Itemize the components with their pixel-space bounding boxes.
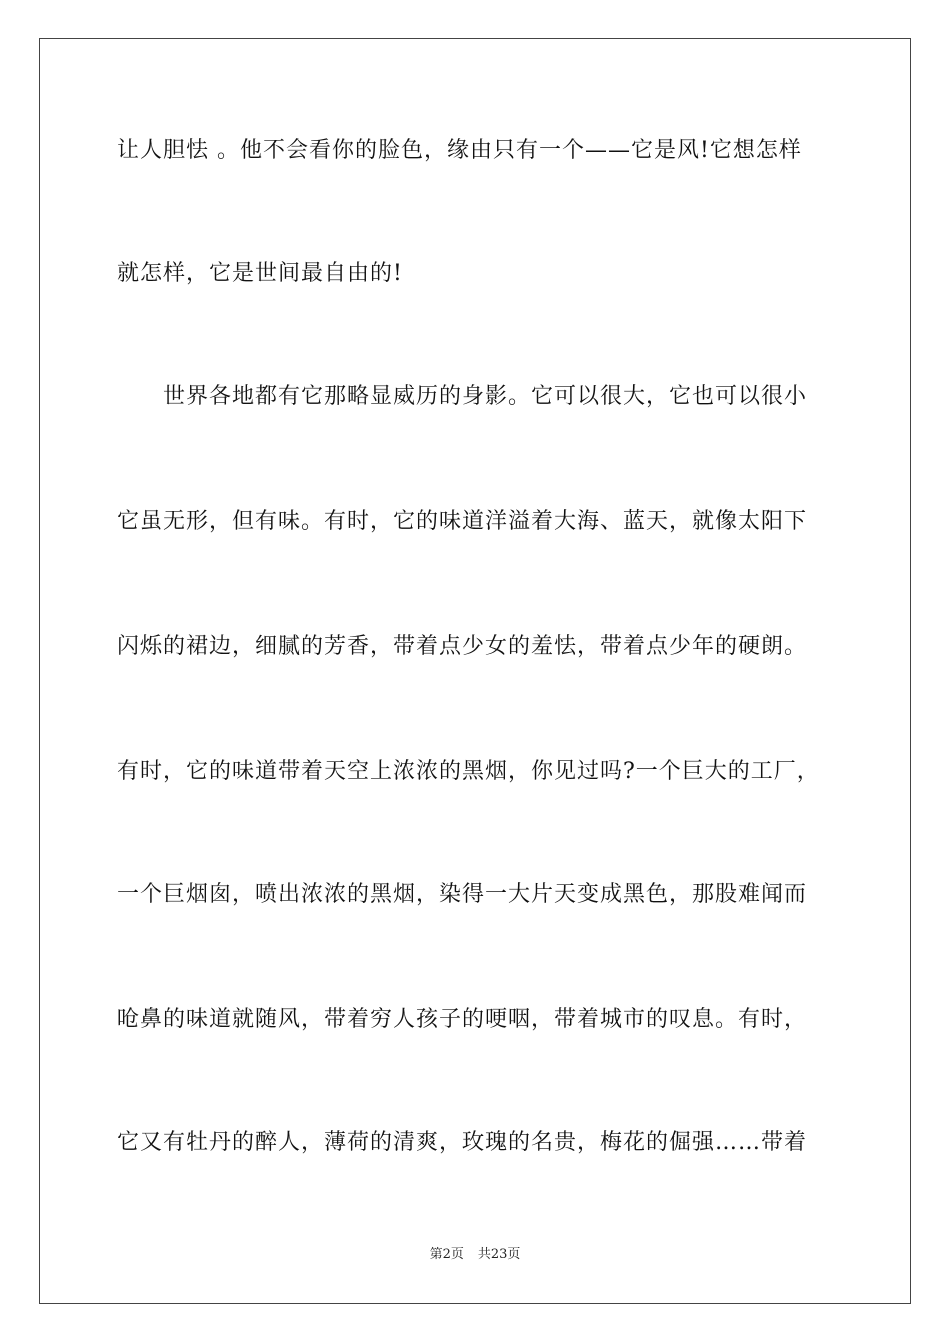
text-line-9: 它又有牡丹的醉人，薄荷的清爽，玫瑰的名贵，梅花的倔强……带着 [117,1130,808,1155]
current-page-number: 第2页 [429,1247,464,1262]
page-border [39,38,911,1304]
text-line-6: 有时，它的味道带着天空上浓浓的黑烟，你见过吗?一个巨大的工厂， [117,759,820,784]
text-line-4: 它虽无形，但有味。有时，它的味道洋溢着大海、蓝天，就像太阳下 [117,509,808,534]
text-line-3-paragraph-start: 世界各地都有它那略显威历的身影。它可以很大，它也可以很小 [163,384,808,409]
page-footer [0,1246,950,1264]
total-pages: 共23页 [477,1247,521,1262]
text-line-7: 一个巨烟囱，喷出浓浓的黑烟，染得一大片天变成黑色，那股难闻而 [117,882,808,907]
text-line-5: 闪烁的裙边，细腻的芳香，带着点少女的羞怯，带着点少年的硬朗。 [117,634,808,659]
text-line-1: 让人胆怯 。他不会看你的脸色，缘由只有一个——它是风!它想怎样 [117,138,802,163]
text-line-8: 呛鼻的味道就随风，带着穷人孩子的哽咽，带着城市的叹息。有时， [117,1007,808,1032]
text-line-2: 就怎样，它是世间最自由的! [117,261,403,286]
